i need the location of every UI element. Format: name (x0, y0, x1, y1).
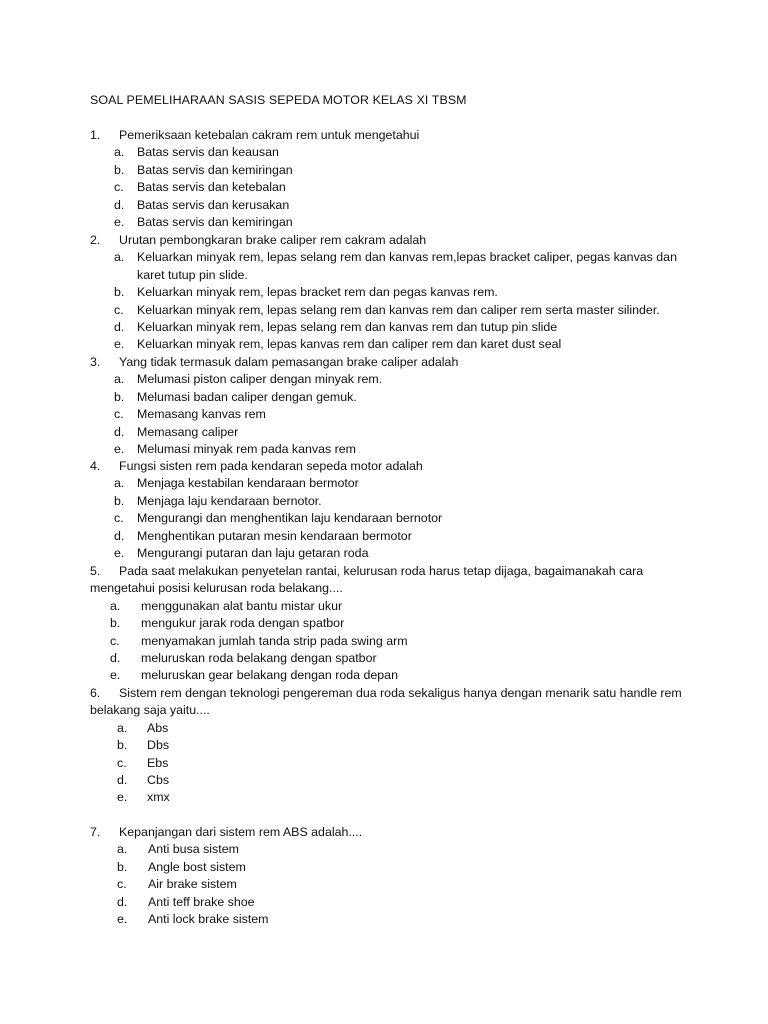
question-number: 5. (90, 564, 101, 578)
question-stem (0, 232, 768, 249)
option-label: c. (117, 755, 127, 770)
option-text: Anti teff brake shoe (148, 894, 255, 909)
option-label: d. (117, 894, 128, 909)
option-text: Menghentikan putaran mesin kendaraan bermotor (137, 528, 412, 543)
option-label: e. (110, 668, 121, 683)
question-stem (0, 354, 768, 371)
option-text: Batas servis dan kemiringan (137, 214, 293, 229)
option-label: e. (117, 911, 128, 926)
option-label: d. (114, 424, 125, 439)
option-label: d. (117, 772, 128, 787)
option-e (0, 789, 768, 806)
option-text: Anti lock brake sistem (148, 911, 269, 926)
option-label: b. (114, 493, 125, 508)
option-e (0, 911, 768, 928)
question-4 (0, 458, 768, 562)
option-text: menyamakan jumlah tanda strip pada swing arm (141, 633, 408, 648)
option-text: Keluarkan minyak rem, lepas selang rem dan kanvas rem,lepas bracket caliper, pegas kanvas dan karet tutup pin slide. (137, 250, 677, 282)
question-number: 7. (90, 825, 101, 839)
option-d (0, 197, 768, 214)
question-3 (0, 354, 768, 458)
option-label: b. (110, 616, 121, 631)
option-label: b. (117, 738, 128, 753)
option-text: Keluarkan minyak rem, lepas selang rem dan kanvas rem dan caliper rem serta master silinder. (137, 302, 660, 317)
option-text: Batas servis dan kemiringan (137, 162, 293, 177)
option-text: mengukur jarak roda dengan spatbor (141, 616, 345, 631)
document-title: SOAL PEMELIHARAAN SASIS SEPEDA MOTOR KELAS XI TBSM (90, 93, 467, 107)
option-c (0, 302, 768, 319)
option-b (0, 493, 768, 510)
option-text: Melumasi badan caliper dengan gemuk. (137, 389, 357, 404)
option-c (0, 755, 768, 772)
question-number: 4. (90, 459, 101, 473)
option-b (0, 859, 768, 876)
option-e (0, 667, 768, 684)
option-text: Keluarkan minyak rem, lepas selang rem dan kanvas rem dan tutup pin slide (137, 319, 558, 334)
option-label: a. (117, 842, 128, 857)
option-text: Melumasi minyak rem pada kanvas rem (137, 441, 356, 456)
question-text: Fungsi sisten rem pada kendaran sepeda motor adalah (119, 459, 423, 473)
question-text: Yang tidak termasuk dalam pemasangan brake caliper adalah (119, 355, 459, 369)
option-a (0, 144, 768, 161)
option-label: a. (114, 372, 125, 387)
option-label: a. (114, 250, 125, 265)
option-label: b. (114, 389, 125, 404)
option-e (0, 441, 768, 458)
option-text: Mengurangi dan menghentikan laju kendaraan bernotor (137, 511, 443, 526)
option-a (0, 720, 768, 737)
question-stem (0, 127, 768, 144)
question-text: Pemeriksaan ketebalan cakram rem untuk mengetahui (119, 128, 420, 142)
option-b (0, 162, 768, 179)
option-b (0, 737, 768, 754)
option-label: e. (114, 337, 125, 352)
option-text: Cbs (147, 772, 170, 787)
option-text: menggunakan alat bantu mistar ukur (141, 598, 343, 613)
option-text: meluruskan gear belakang dengan roda depan (141, 668, 398, 683)
question-5 (0, 563, 768, 685)
question-stem (0, 824, 768, 841)
option-text: Memasang kanvas rem (137, 407, 266, 422)
option-label: d. (114, 197, 125, 212)
question-1 (0, 127, 768, 231)
option-label: e. (114, 441, 125, 456)
question-text: Kepanjangan dari sistem rem ABS adalah.... (119, 825, 363, 839)
option-c (0, 406, 768, 423)
question-7 (0, 824, 768, 928)
option-label: e. (114, 545, 125, 560)
option-d (0, 424, 768, 441)
question-number: 2. (90, 233, 101, 247)
option-text: Ebs (147, 755, 169, 770)
option-text: Melumasi piston caliper dengan minyak rem. (137, 372, 383, 387)
option-label: c. (114, 407, 124, 422)
option-label: d. (110, 650, 121, 665)
option-text: Batas servis dan ketebalan (137, 180, 286, 195)
option-e (0, 214, 768, 231)
option-text: xmx (147, 790, 170, 805)
option-text: meluruskan roda belakang dengan spatbor (141, 650, 377, 665)
option-d (0, 528, 768, 545)
option-label: c. (110, 633, 120, 648)
option-c (0, 179, 768, 196)
option-label: c. (117, 877, 127, 892)
question-stem (0, 563, 768, 598)
question-text: Pada saat melakukan penyetelan rantai, kelurusan roda harus tetap dijaga, bagaimanakah cara mengetahui posisi kelurusan roda belakang.... (90, 564, 644, 596)
question-number: 3. (90, 355, 101, 369)
option-label: c. (114, 511, 124, 526)
option-c (0, 633, 768, 650)
option-label: c. (114, 302, 124, 317)
option-label: a. (114, 476, 125, 491)
option-d (0, 319, 768, 336)
option-b (0, 389, 768, 406)
option-text: Mengurangi putaran dan laju getaran roda (137, 545, 369, 560)
option-d (0, 650, 768, 667)
option-b (0, 615, 768, 632)
option-label: a. (110, 598, 121, 613)
question-text: Sistem rem dengan teknologi pengereman dua roda sekaligus hanya dengan menarik satu handle rem belakang saja yaitu.... (90, 686, 682, 718)
option-label: d. (114, 319, 125, 334)
option-text: Batas servis dan kerusakan (137, 197, 290, 212)
option-a (0, 249, 768, 284)
question-number: 1. (90, 128, 101, 142)
option-text: Dbs (147, 738, 170, 753)
option-e (0, 336, 768, 353)
option-label: a. (114, 145, 125, 160)
option-d (0, 772, 768, 789)
option-text: Memasang caliper (137, 424, 239, 439)
option-c (0, 510, 768, 527)
option-a (0, 841, 768, 858)
option-a (0, 475, 768, 492)
option-text: Keluarkan minyak rem, lepas kanvas rem dan caliper rem dan karet dust seal (137, 337, 562, 352)
option-c (0, 876, 768, 893)
option-text: Anti busa sistem (148, 842, 239, 857)
option-d (0, 894, 768, 911)
option-label: c. (114, 180, 124, 195)
option-text: Air brake sistem (148, 877, 237, 892)
question-stem (0, 685, 768, 720)
option-text: Menjaga laju kendaraan bernotor. (137, 493, 322, 508)
option-e (0, 545, 768, 562)
option-label: e. (117, 790, 128, 805)
option-text: Abs (147, 720, 169, 735)
option-text: Angle bost sistem (148, 859, 246, 874)
option-label: e. (114, 214, 125, 229)
option-label: b. (114, 285, 125, 300)
option-text: Keluarkan minyak rem, lepas bracket rem dan pegas kanvas rem. (137, 285, 498, 300)
option-text: Menjaga kestabilan kendaraan bermotor (137, 476, 359, 491)
option-text: Batas servis dan keausan (137, 145, 279, 160)
question-stem (0, 458, 768, 475)
question-2 (0, 232, 768, 354)
question-number: 6. (90, 686, 101, 700)
option-a (0, 371, 768, 388)
option-label: d. (114, 528, 125, 543)
option-label: b. (114, 162, 125, 177)
option-a (0, 598, 768, 615)
option-b (0, 284, 768, 301)
option-label: a. (117, 720, 128, 735)
option-label: b. (117, 859, 128, 874)
question-text: Urutan pembongkaran brake caliper rem cakram adalah (119, 233, 427, 247)
question-6 (0, 685, 768, 807)
